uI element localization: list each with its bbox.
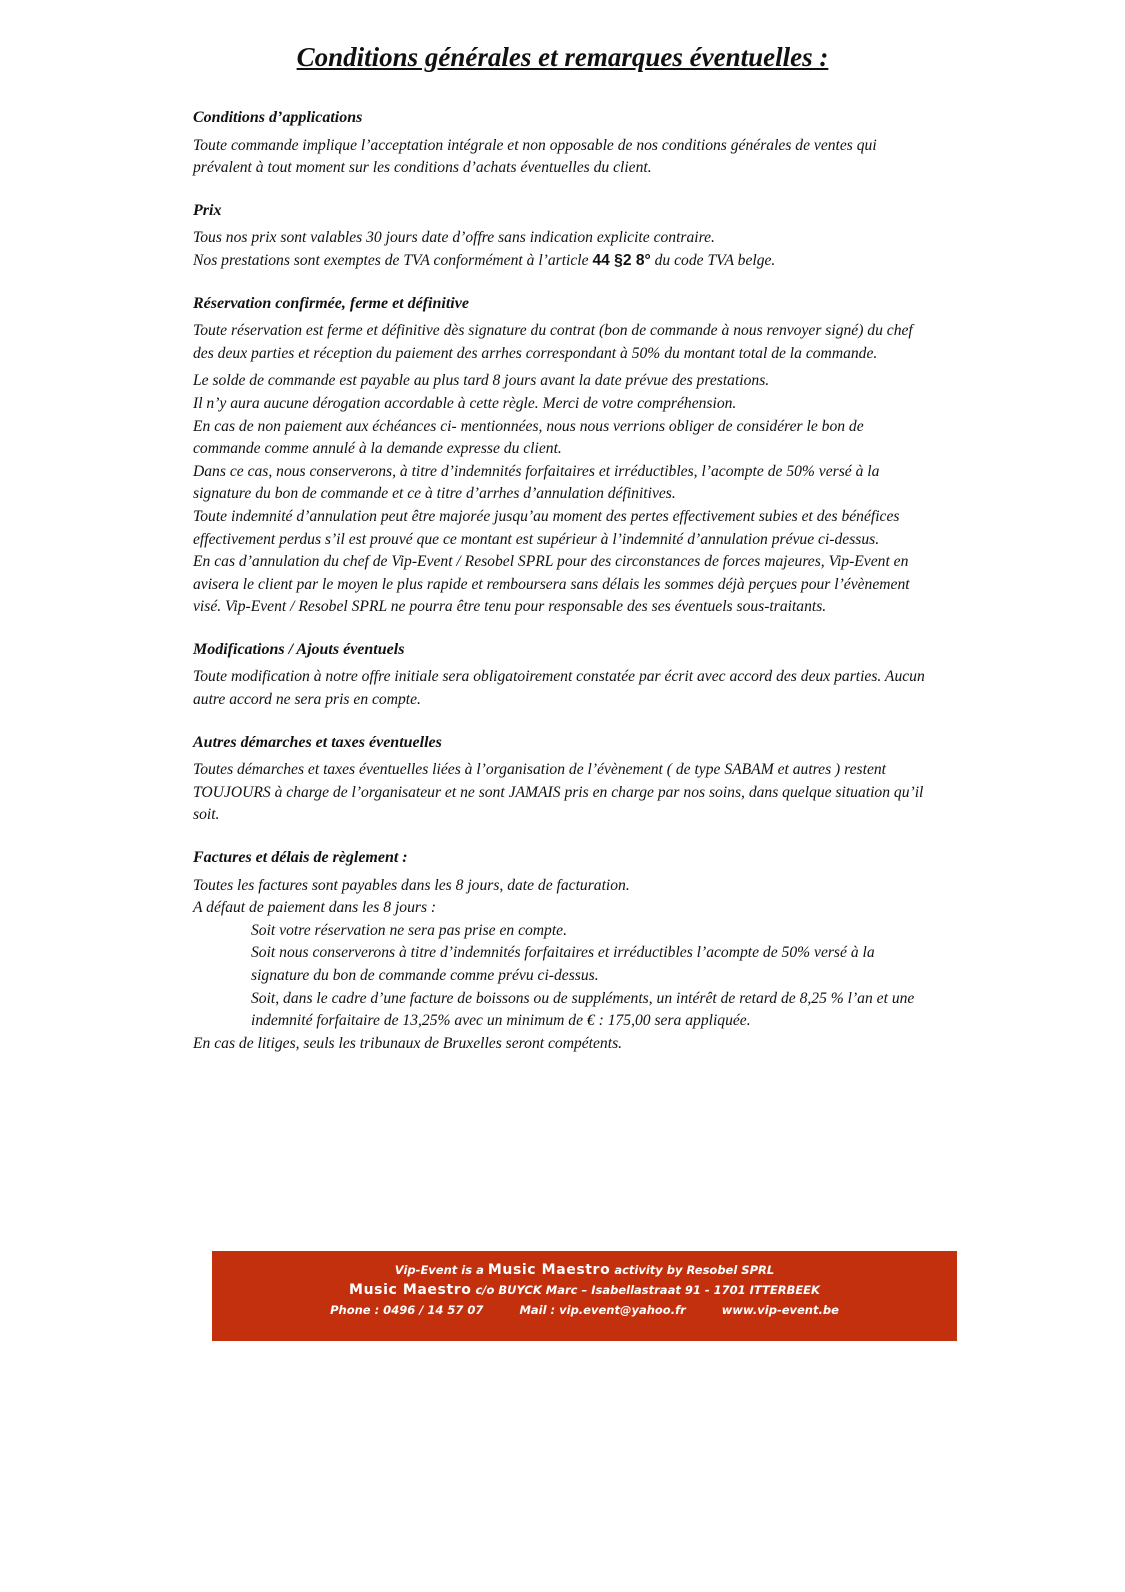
payment-option: Soit nous conserverons à titre d’indemnités forfaitaires et irréductibles l’acompte de 50% versé à la signature du bon de commande comme prévu ci-dessus. (251, 944, 875, 984)
section-application (193, 107, 935, 180)
section-heading: Autres démarches et taxes éventuelles (193, 733, 442, 751)
section-prix (193, 200, 935, 273)
section-heading: Factures et délais de règlement : (193, 849, 408, 867)
paragraph: En cas de non paiement aux échéances ci- mentionnées, nous nous verrions obliger de considérer le bon de commande comme annulé à la demande expresse du client. (193, 417, 864, 458)
paragraph: Toute réservation est ferme et définitive dès signature du contrat (bon de commande à nous renvoyer signé) du chef des deux parties et réception du paiement des arrhes correspondant à 50% du montant total de la commande. (193, 322, 913, 362)
text: du code TVA belge. (650, 251, 776, 269)
section-heading: Prix (193, 201, 222, 219)
page-title: Conditions générales et remarques éventuelles : (296, 42, 829, 72)
section-heading: Conditions d’applications (193, 109, 363, 126)
footer-text: Vip-Event is a (394, 1263, 484, 1277)
section-heading: Réservation confirmée, ferme et définitive (193, 294, 469, 312)
company-footer-banner (212, 1251, 957, 1341)
article-number: 44 §2 8° (592, 251, 651, 269)
footer-address: c/o BUYCK Marc – Isabellastraat 91 - 1701 ITTERBEEK (475, 1283, 820, 1297)
footer-phone: Phone : 0496 / 14 57 07 (330, 1303, 484, 1317)
footer-mail: Mail : vip.event@yahoo.fr (519, 1303, 686, 1317)
section-modifications (193, 639, 935, 712)
paragraph: En cas de litiges, seuls les tribunaux de Bruxelles seront compétents. (193, 1034, 623, 1052)
paragraph: Le solde de commande est payable au plus tard 8 jours avant la date prévue des prestations. (193, 372, 770, 390)
footer-website: www.vip-event.be (721, 1303, 839, 1317)
section-demarches (193, 732, 935, 827)
brand-name: Music Maestro (487, 1262, 611, 1278)
section-factures (193, 847, 935, 1055)
paragraph: En cas d’annulation du chef de Vip-Event / Resobel SPRL pour des circonstances de forces majeures, Vip-Event en avisera le client par le moyen le plus rapide et remboursera sans délais les sommes déjà perçues pour l’évènement visé. Vip-Event / Resobel SPRL ne pourra être tenu pour responsable des ses éventuels sous-traitants. (193, 553, 910, 616)
paragraph: A défaut de paiement dans les 8 jours : (193, 899, 437, 917)
footer-line-3 (212, 1300, 957, 1320)
paragraph: Toute modification à notre offre initiale sera obligatoirement constatée par écrit avec accord des deux parties. Aucun autre accord ne sera pris en compte. (193, 668, 925, 709)
footer-line-2 (212, 1280, 957, 1300)
paragraph: Toutes les factures sont payables dans les 8 jours, date de facturation. (193, 876, 630, 894)
section-reservation (193, 293, 935, 619)
conditions-body (193, 107, 935, 1075)
text: Nos prestations sont exemptes de TVA conformément à l’article (193, 251, 593, 269)
payment-option: Soit votre réservation ne sera pas prise en compte. (251, 921, 568, 939)
section-heading: Modifications / Ajouts éventuels (193, 640, 405, 658)
payment-option: Soit, dans le cadre d’une facture de boissons ou de suppléments, un intérêt de retard de 8,25 % l’an et une indemnité forfaitaire de 13,25% avec un minimum de € : 175,00 sera appliquée. (251, 989, 915, 1030)
paragraph: Toutes démarches et taxes éventuelles liées à l’organisation de l’évènement ( de type SABAM et autres ) restent TOUJOURS à charge de l’organisateur et ne sont JAMAIS pris en charge par nos soins, dans quelque situation qu’il soit. (193, 761, 924, 824)
paragraph: Toute commande implique l’acceptation intégrale et non opposable de nos conditions générales de ventes qui prévalent à tout moment sur les conditions d’achats éventuelles du client. (193, 136, 877, 177)
brand-name: Music Maestro (349, 1282, 472, 1298)
paragraph: Tous nos prix sont valables 30 jours date d’offre sans indication explicite contraire. (193, 229, 715, 247)
paragraph-tva (193, 250, 935, 273)
paragraph: Toute indemnité d’annulation peut être majorée jusqu’au moment des pertes effectivement subies et des bénéfices effectivement perdus s’il est prouvé que ce montant est supérieur à l’indemnité d’annulation prévue ci-dessus. (193, 507, 900, 548)
paragraph: Dans ce cas, nous conserverons, à titre d’indemnités forfaitaires et irréductibles, l’acompte de 50% versé à la signature du bon de commande et ce à titre d’arrhes d’annulation définitives. (193, 462, 880, 503)
paragraph: Il n’y aura aucune dérogation accordable à cette règle. Merci de votre compréhension. (193, 394, 737, 412)
footer-line-1 (212, 1260, 957, 1280)
footer-text: activity by Resobel SPRL (614, 1263, 775, 1277)
